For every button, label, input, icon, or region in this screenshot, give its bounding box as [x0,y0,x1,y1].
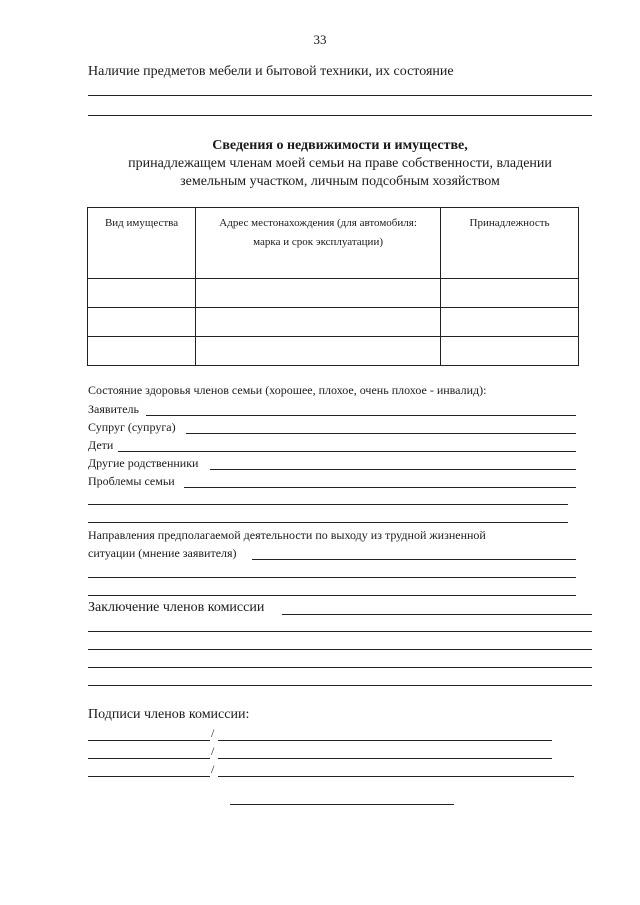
signature-name-field[interactable] [218,740,552,741]
problems-label: Проблемы семьи [88,474,175,488]
bottom-separator [230,804,454,805]
fill-line[interactable] [88,504,568,505]
problems-field[interactable] [184,487,576,488]
signature-slash: / [211,744,215,758]
table-row [88,279,579,308]
signature-field[interactable] [88,776,210,777]
table-cell[interactable] [441,337,579,366]
table-cell[interactable] [441,308,579,337]
table-header-ownership: Принадлежность [441,208,579,279]
fill-line[interactable] [88,522,568,523]
fill-line[interactable] [88,95,592,96]
furniture-label: Наличие предметов мебели и бытовой техники, их состояние [88,64,454,79]
activity-label-line2: ситуации (мнение заявителя) [88,546,237,560]
applicant-field[interactable] [146,415,576,416]
table-cell[interactable] [196,308,441,337]
spouse-label: Супруг (супруга) [88,420,176,434]
relatives-field[interactable] [210,469,576,470]
signature-name-field[interactable] [218,758,552,759]
table-cell[interactable] [88,279,196,308]
activity-field[interactable] [252,559,576,560]
page-number: 33 [313,32,327,47]
table-row [88,337,579,366]
table-header-address-text: Адрес местонахождения (для автомобиля: марка и срок эксплуатации) [219,217,417,248]
table-cell[interactable] [88,308,196,337]
signature-name-field[interactable] [218,776,574,777]
section-subtitle-line1: принадлежащем членам моей семьи на праве собственности, владении [128,156,552,171]
conclusion-label: Заключение членов комиссии [88,600,265,615]
table-header-row [88,208,579,279]
relatives-label: Другие родственники [88,456,199,470]
table-header-type: Вид имущества [88,208,196,279]
health-title: Состояние здоровья членов семьи (хорошее, плохое, очень плохое - инвалид): [88,383,487,397]
fill-line[interactable] [88,115,592,116]
activity-label-line1: Направления предполагаемой деятельности по выходу из трудной жизненной [88,528,486,542]
section-subtitle-line2: земельным участком, личным подсобным хозяйством [180,174,500,189]
signature-field[interactable] [88,758,210,759]
children-label: Дети [88,438,114,452]
table-cell[interactable] [441,279,579,308]
fill-line[interactable] [88,595,576,596]
conclusion-field[interactable] [282,614,592,615]
children-field[interactable] [118,451,576,452]
fill-line[interactable] [88,577,576,578]
table-header-address [196,208,441,279]
signature-slash: / [211,726,215,740]
applicant-label: Заявитель [88,402,139,416]
fill-line[interactable] [88,667,592,668]
table-cell[interactable] [196,279,441,308]
signature-slash: / [211,762,215,776]
signatures-label: Подписи членов комиссии: [88,707,250,722]
spouse-field[interactable] [186,433,576,434]
fill-line[interactable] [88,649,592,650]
fill-line[interactable] [88,631,592,632]
signature-field[interactable] [88,740,210,741]
section-title: Сведения о недвижимости и имуществе, [212,138,468,153]
property-table [87,207,579,366]
table-cell[interactable] [88,337,196,366]
table-row [88,308,579,337]
fill-line[interactable] [88,685,592,686]
table-cell[interactable] [196,337,441,366]
